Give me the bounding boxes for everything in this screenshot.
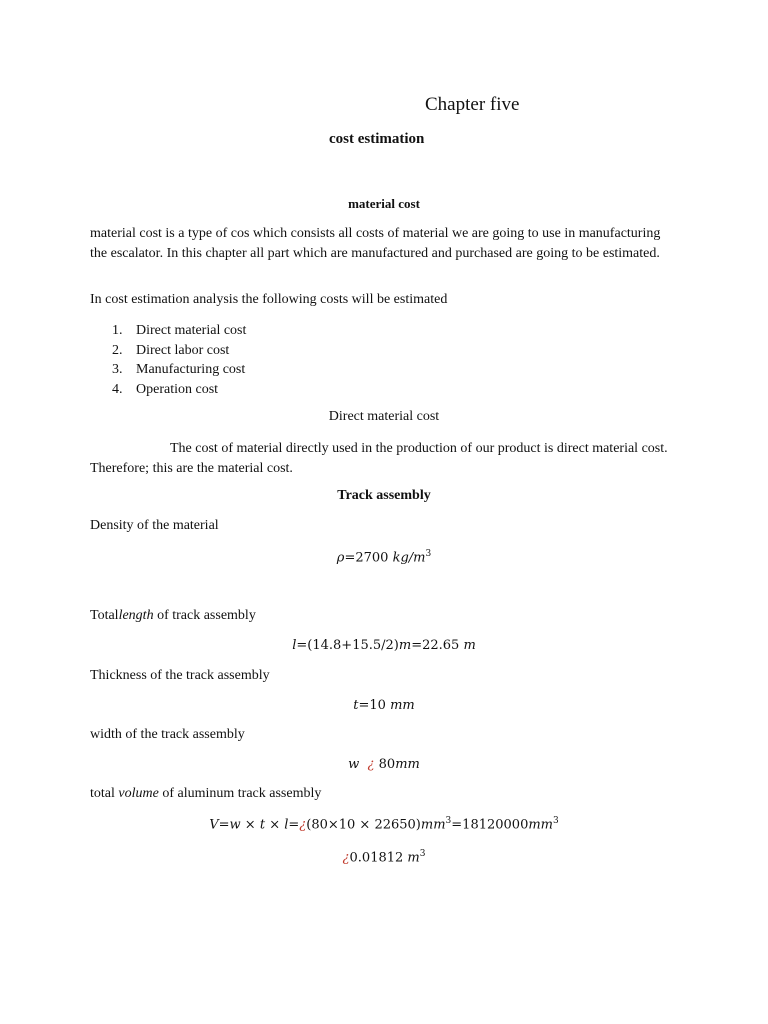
width-formula: w ¿ 80mm [348, 757, 420, 772]
chapter-title: Chapter five [425, 94, 520, 115]
subsection-title: material cost [348, 196, 420, 211]
cost-list [90, 321, 490, 399]
width-label: width of the track assembly [90, 727, 245, 742]
volume-result: ¿0.01812 $m^3$ [342, 849, 426, 866]
section-title: cost estimation [329, 131, 425, 147]
list-intro: In cost estimation analysis the following costs will be estimated [90, 292, 448, 307]
thickness-label: Thickness of the track assembly [90, 668, 270, 683]
list-item: 4. Operation cost [112, 381, 219, 397]
list-item: 2. Direct labor cost [112, 342, 230, 358]
density-formula: ρ=2700 $kg/m^3$ [336, 549, 432, 566]
density-label: Density of the material [90, 518, 219, 533]
volume-formula: V=w × t × l=¿(80×10 × $22650)mm^3=18120000mm^3$ [209, 816, 559, 833]
list-item: 1. Direct material cost [112, 323, 247, 338]
list-item: 3. Manufacturing cost [112, 362, 246, 377]
length-label: Totallength of track assembly [90, 608, 256, 623]
track-assembly-heading: Track assembly [337, 488, 431, 503]
direct-material-heading: Direct material cost [328, 409, 440, 424]
intro-paragraph: material cost is a type of cos which consists all costs of material we are going to use in manufacturing the escalator. In this chapter all part which are manufactured and purchased are going to be estimated. [90, 226, 661, 261]
length-formula: l=(14.8+15.5/2)m=22.65 m [292, 638, 476, 653]
volume-label: total volume of aluminum track assembly [90, 786, 322, 801]
thickness-formula: t=10 mm [353, 698, 415, 713]
direct-material-paragraph: The cost of material directly used in the production of our product is direct material cost. Therefore; this are the material cost. [90, 441, 668, 476]
